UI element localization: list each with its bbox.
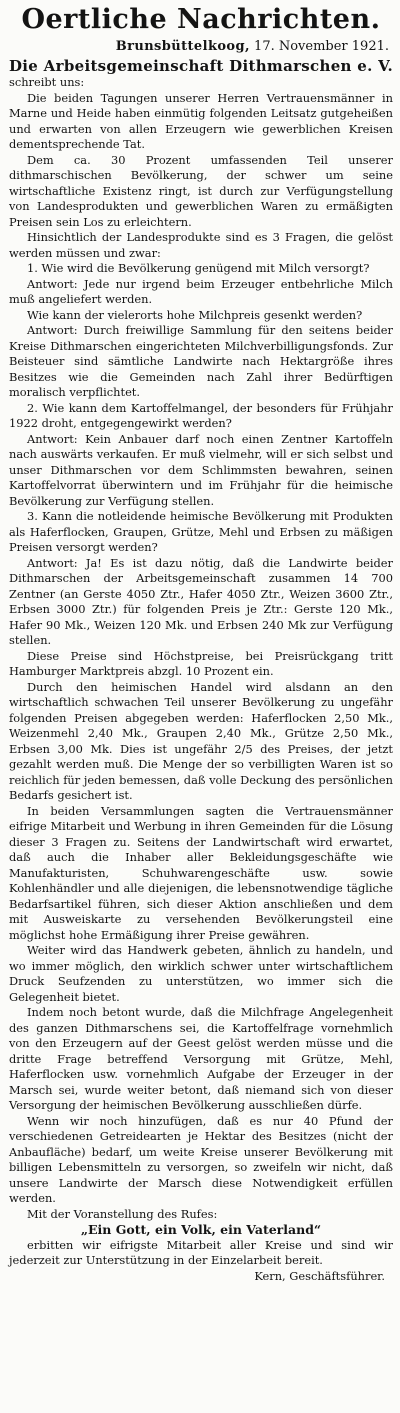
article-paragraph: Dem ca. 30 Prozent umfassenden Teil unserer dithmarschischen Bevölkerung, der schwer um seine wirtschaftliche Existenz ringt, ist durch zur Verfügungstellung von Landesprodukten und gewerblichen Waren zu ermäßigten Preisen sein Los zu erleichtern. xyxy=(9,152,393,229)
article-paragraph: Die beiden Tagungen unserer Herren Vertrauensmänner in Marne und Heide haben einmütig folgenden Leitsatz gutgeheißen und erwarten von allen Erzeugern wie gewerblichen Kreisen dementsprechende Tat. xyxy=(9,90,393,151)
article-paragraph: 3. Kann die notleidende heimische Bevölkerung mit Produkten als Haferflocken, Graupen, Grütze, Mehl und Erbsen zu mäßigen Preisen versorgt werden? xyxy=(9,509,393,554)
article-paragraph: Durch den heimischen Handel wird alsdann an den wirtschaftlich schwachen Teil unserer Bevölkerung zu ungefähr folgenden Preisen abgegeben werden: Haferflocken 2,50 Mk., Weizenmehl 2,40 Mk., Graupen 2,40 Mk., Grütze 2,50 Mk., Erbsen 3,00 Mk. Dies ist ungefähr 2/5 des Preises, der jetzt gezahlt werden muß. Die Menge der so verbilligten Waren ist so reichlich für jeden bemessen, daß volle Deckung des persönlichen Bedarfs gesichert ist. xyxy=(9,679,393,802)
article-paragraph: Wenn wir noch hinzufügen, daß es nur 40 Pfund der verschiedenen Getreidearten je Hektar des Besitzes (nicht der Anbaufläche) bedarf, um weite Kreise unserer Bevölkerung mit billigen Lebensmitteln zu versorgen, so zweifeln wir nicht, daß unsere Landwirte der Marsch diese Notwendigkeit erfüllen werden. xyxy=(9,1113,393,1205)
article-paragraph: Hinsichtlich der Landesprodukte sind es 3 Fragen, die gelöst werden müssen und zwar: xyxy=(9,230,393,260)
article-paragraph: „Ein Gott, ein Volk, ein Vaterland“ xyxy=(80,1222,322,1237)
article-paragraph: erbitten wir eifrigste Mitarbeit aller Kreise und sind wir jederzeit zur Unterstützung in der Einzelarbeit bereit. xyxy=(9,1237,393,1267)
article-body xyxy=(9,75,393,1284)
dateline xyxy=(9,38,389,55)
dateline-date: 17. November 1921. xyxy=(254,39,389,54)
article-headline: Die Arbeitsgemeinschaft Dithmarschen e. V. xyxy=(9,57,393,75)
dateline-place: Brunsbüttelkoog, xyxy=(115,39,250,54)
section-masthead: Oertliche Nachrichten. xyxy=(21,4,381,35)
article-paragraph: Antwort: Durch freiwillige Sammlung für den seitens beider Kreise Dithmarschen eingerichteten Milchverbilligungsfonds. Zur Beisteuer sind sämtliche Landwirte nach Hektargröße ihres Besitzes wie die Gemeinden nach Zahl ihrer Bedürftigen moralisch verpflichtet. xyxy=(9,323,393,399)
article-paragraph: Mit der Voranstellung des Rufes: xyxy=(27,1206,218,1221)
article-paragraph: Kern, Geschäftsführer. xyxy=(254,1268,385,1283)
article-paragraph: In beiden Versammlungen sagten die Vertrauensmänner eifrige Mitarbeit und Werbung in ihren Gemeinden für die Lösung dieser 3 Fragen zu. Seitens der Landwirtschaft wird erwartet, daß auch die Inhaber aller Bekleidungsgeschäfte wie Manufakturisten, Schuhwarengeschäfte usw. sowie Kohlenhändler und alle diejenigen, die lebensnotwendige tägliche Bedarfsartikel führen, sich dieser Aktion anschließen und dem mit Ausweiskarte zu versehenden Bevölkerungsteil eine möglichst hohe Ermäßigung ihrer Preise gewähren. xyxy=(9,803,393,942)
article-paragraph: Antwort: Ja! Es ist dazu nötig, daß die Landwirte beider Dithmarschen der Arbeitsgemeinschaft zusammen 14 700 Zentner (an Gerste 4050 Ztr., Hafer 4050 Ztr., Weizen 3600 Ztr., Erbsen 3000 Ztr.) für folgenden Preis je Ztr.: Gerste 120 Mk., Hafer 90 Mk., Weizen 120 Mk. und Erbsen 240 Mk zur Verfügung stellen. xyxy=(9,555,393,647)
article-paragraph: Antwort: Jede nur irgend beim Erzeuger entbehrliche Milch muß angeliefert werden. xyxy=(9,276,393,306)
article-paragraph: schreibt uns: xyxy=(9,75,85,89)
article-paragraph: Indem noch betont wurde, daß die Milchfrage Angelegenheit des ganzen Dithmarschens sei, die Kartoffelfrage vornehmlich von den Erzeugern auf der Geest gelöst werden müsse und die dritte Frage betreffend Versorgung mit Grütze, Mehl, Haferflocken usw. vornehmlich Aufgabe der Erzeuger in der Marsch sei, wurde weiter betont, daß niemand sich von dieser Versorgung der heimischen Bevölkerung ausschließen dürfe. xyxy=(9,1005,393,1112)
article-paragraph: Diese Preise sind Höchstpreise, bei Preisrückgang tritt Hamburger Marktpreis abzgl. 10 Prozent ein. xyxy=(9,648,393,678)
article-paragraph: 2. Wie kann dem Kartoffelmangel, der besonders für Frühjahr 1922 droht, entgegengewirkt werden? xyxy=(9,400,393,430)
article-paragraph: Weiter wird das Handwerk gebeten, ähnlich zu handeln, und wo immer möglich, den wirklich schwer unter wirtschaftlichem Druck Seufzenden zu unterstützen, wo immer sich die Gelegenheit bietet. xyxy=(9,943,393,1004)
article-paragraph: Antwort: Kein Anbauer darf noch einen Zentner Kartoffeln nach auswärts verkaufen. Er muß vielmehr, will er sich selbst und unser Dithmarschen vor dem Schlimmsten bewahren, seinen Kartoffelvorrat überwintern und im Frühjahr für die heimische Bevölkerung zur Verfügung stellen. xyxy=(9,431,393,508)
article-paragraph: Wie kann der vielerorts hohe Milchpreis gesenkt werden? xyxy=(27,307,363,322)
article-paragraph: 1. Wie wird die Bevölkerung genügend mit Milch versorgt? xyxy=(27,261,370,275)
